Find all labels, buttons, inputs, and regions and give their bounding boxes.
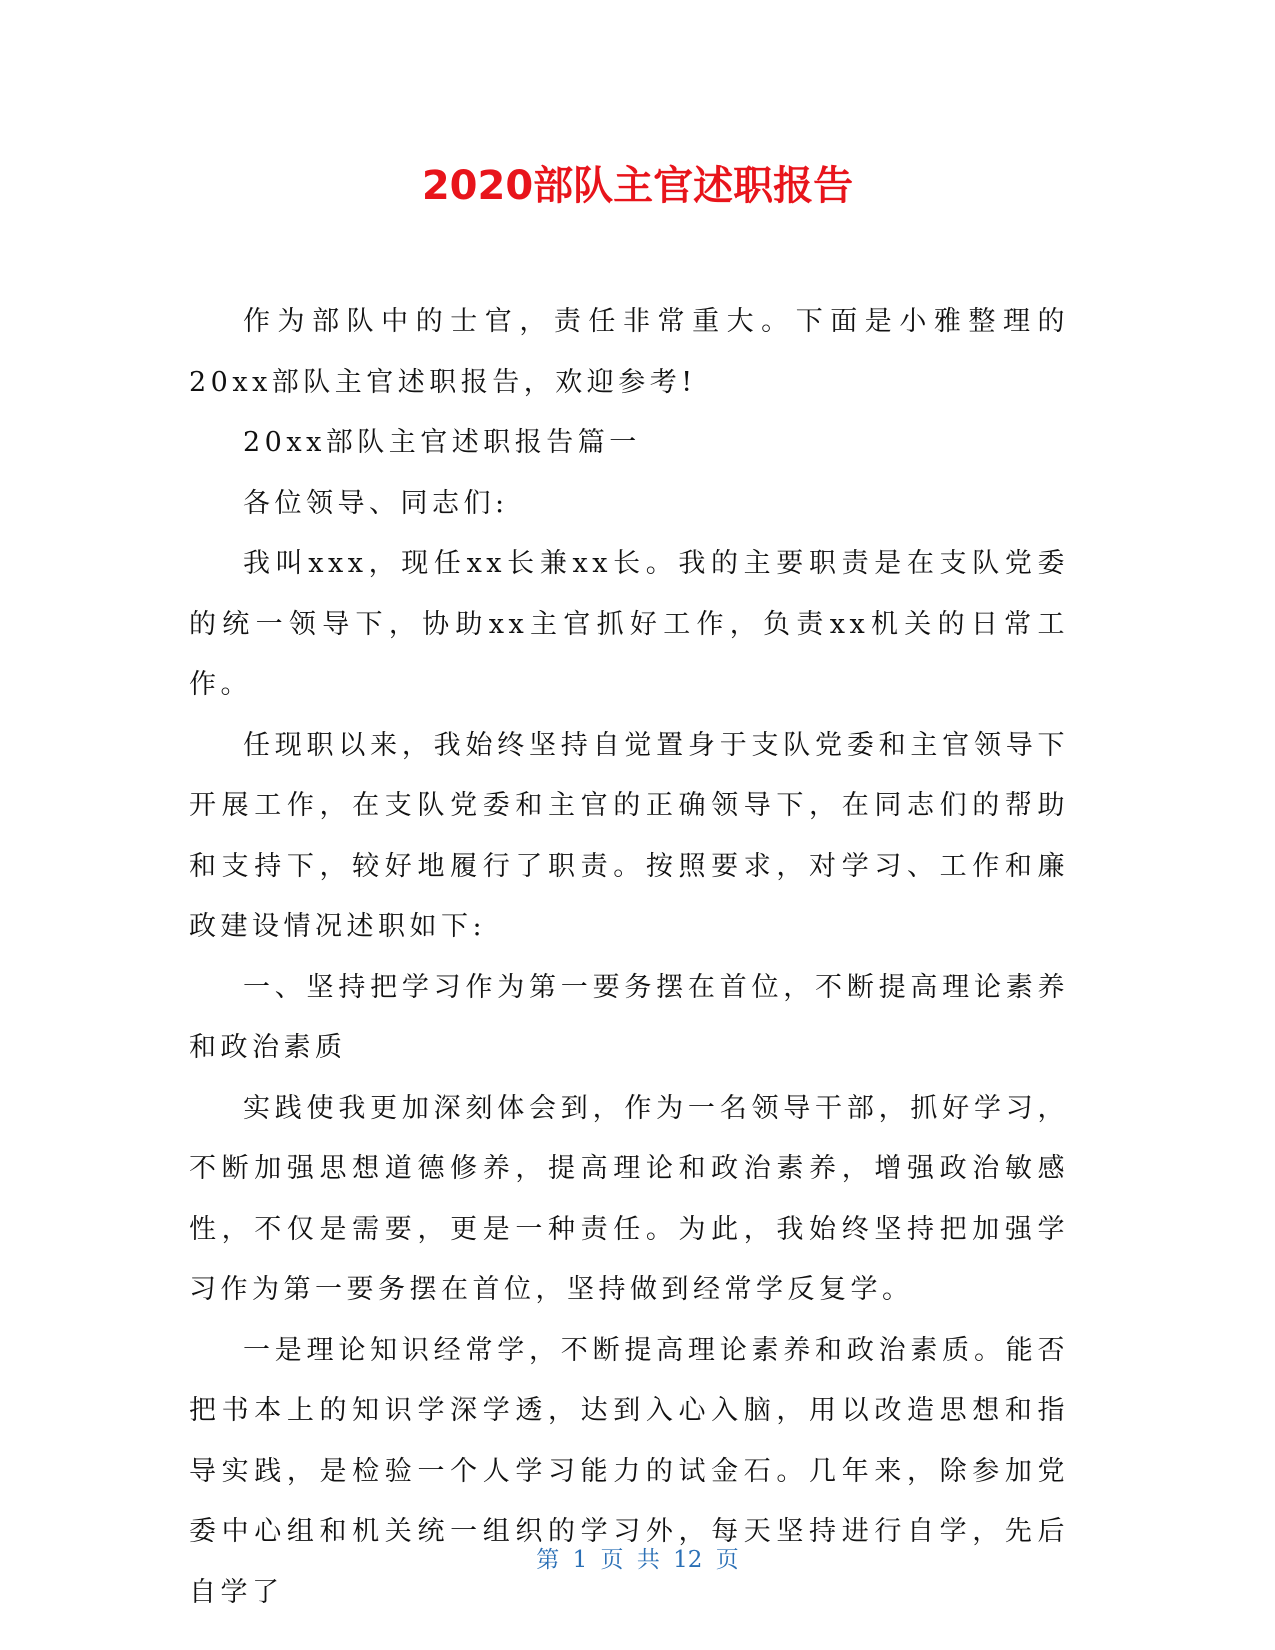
paragraph-self-introduction: 我叫xxx，现任xx长兼xx长。我的主要职责是在支队党委的统一领导下，协助xx主官抓好工作，负责xx机关的日常工作。 [189, 548, 1069, 700]
paragraph-theory-study: 一是理论知识经常学，不断提高理论素养和政治素质。能否把书本上的知识学深学透，达到入心入脑，用以改造思想和指导实践，是检验一个人学习能力的试金石。几年来，除参加党委中心组和机关统一组织的学习外，每天坚持进行自学，先后自学了 [189, 1334, 1069, 1608]
page-footer: 第 1 页 共 12 页 [536, 1547, 739, 1573]
paragraph-intro: 作为部队中的士官，责任非常重大。下面是小雅整理的20xx部队主官述职报告，欢迎参考! [189, 306, 1069, 398]
document-body [189, 292, 1069, 1623]
paragraph-section-heading: 20xx部队主官述职报告篇一 [243, 427, 641, 458]
paragraph-practice: 实践使我更加深刻体会到，作为一名领导干部，抓好学习，不断加强思想道德修养，提高理论和政治素养，增强政治敏感性，不仅是需要，更是一种责任。为此，我始终坚持把加强学习作为第一要务摆在首位，坚持做到经常学反复学。 [189, 1092, 1069, 1305]
paragraph-heading-one: 一、坚持把学习作为第一要务摆在首位，不断提高理论素养和政治素质 [189, 971, 1069, 1063]
document-title: 2020部队主官述职报告 [421, 163, 854, 209]
paragraph-salutation: 各位领导、同志们: [243, 487, 509, 519]
paragraph-overview: 任现职以来，我始终坚持自觉置身于支队党委和主官领导下开展工作，在支队党委和主官的正确领导下，在同志们的帮助和支持下，较好地履行了职责。按照要求，对学习、工作和廉政建设情况述职如下: [189, 729, 1069, 942]
